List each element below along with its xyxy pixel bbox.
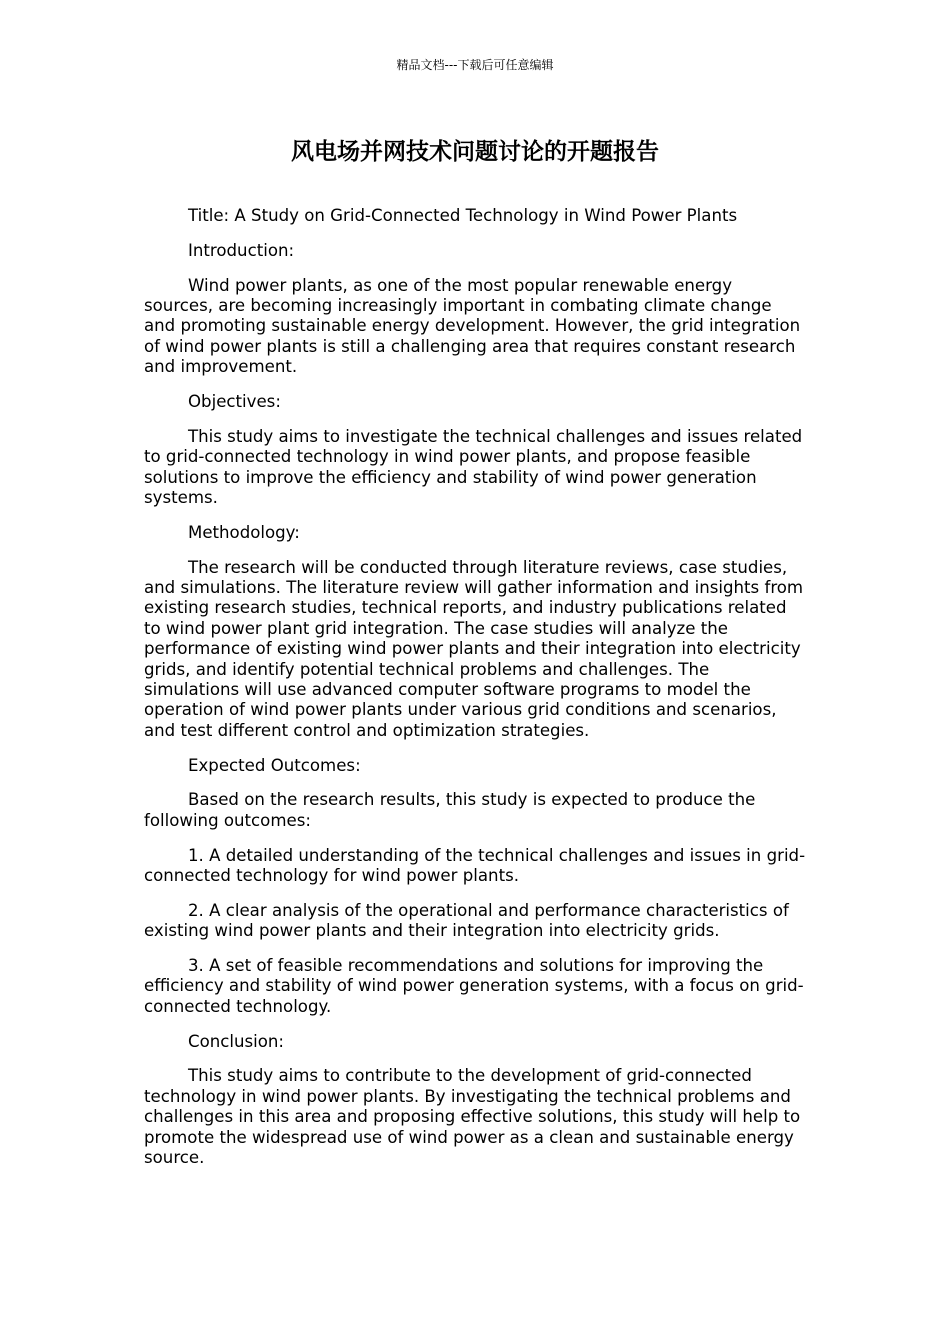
paragraph-title-line: Title: A Study on Grid-Connected Technology in Wind Power Plants [188,206,738,225]
list-item-outcome-1: 1. A detailed understanding of the technical challenges and issues in grid-connected technology for wind power plants. [144,845,806,886]
list-item-outcome-2: 2. A clear analysis of the operational and performance characteristics of existing wind power plants and their integration into electricity grids. [144,900,789,941]
heading-introduction: Introduction: [188,240,295,260]
page-header-note: 精品文档---下载后可任意编辑 [396,58,554,72]
paragraph-expected-outcomes: Based on the research results, this study is expected to produce the following outcomes: [144,790,756,830]
heading-expected-outcomes: Expected Outcomes: [188,755,361,775]
paragraph-objectives: This study aims to investigate the technical challenges and issues related to grid-connected technology in wind power plants, and propose feasible solutions to improve the efficiency and stability of wind power generation systems. [144,426,803,508]
heading-conclusion: Conclusion: [188,1031,285,1051]
paragraph-conclusion: This study aims to contribute to the development of grid-connected technology in wind power plants. By investigating the technical problems and challenges in this area and proposing effective solutions, this study will help to promote the widespread use of wind power as a clean and sustainable energy source. [144,1066,801,1168]
list-item-outcome-3: 3. A set of feasible recommendations and solutions for improving the efficiency and stability of wind power generation systems, with a focus on grid-connected technology. [144,956,804,1016]
document-body [144,206,806,1183]
paragraph-methodology: The research will be conducted through literature reviews, case studies, and simulations. The literature review will gather information and insights from existing research studies, technical reports, and industry publications related to wind power plant grid integration. The case studies will analyze the performance of existing wind power plants and their integration into electricity grids, and identify potential technical problems and challenges. The simulations will use advanced computer software programs to model the operation of wind power plants under various grid conditions and scenarios, and test different control and optimization strategies. [144,557,804,740]
heading-objectives: Objectives: [188,392,281,412]
document-title: 风电场并网技术问题讨论的开题报告 [291,139,659,165]
paragraph-introduction: Wind power plants, as one of the most popular renewable energy sources, are becoming increasingly important in combating climate change and promoting sustainable energy development. However, the grid integration of wind power plants is still a challenging area that requires constant research and improvement. [144,275,801,377]
heading-methodology: Methodology: [188,522,300,542]
